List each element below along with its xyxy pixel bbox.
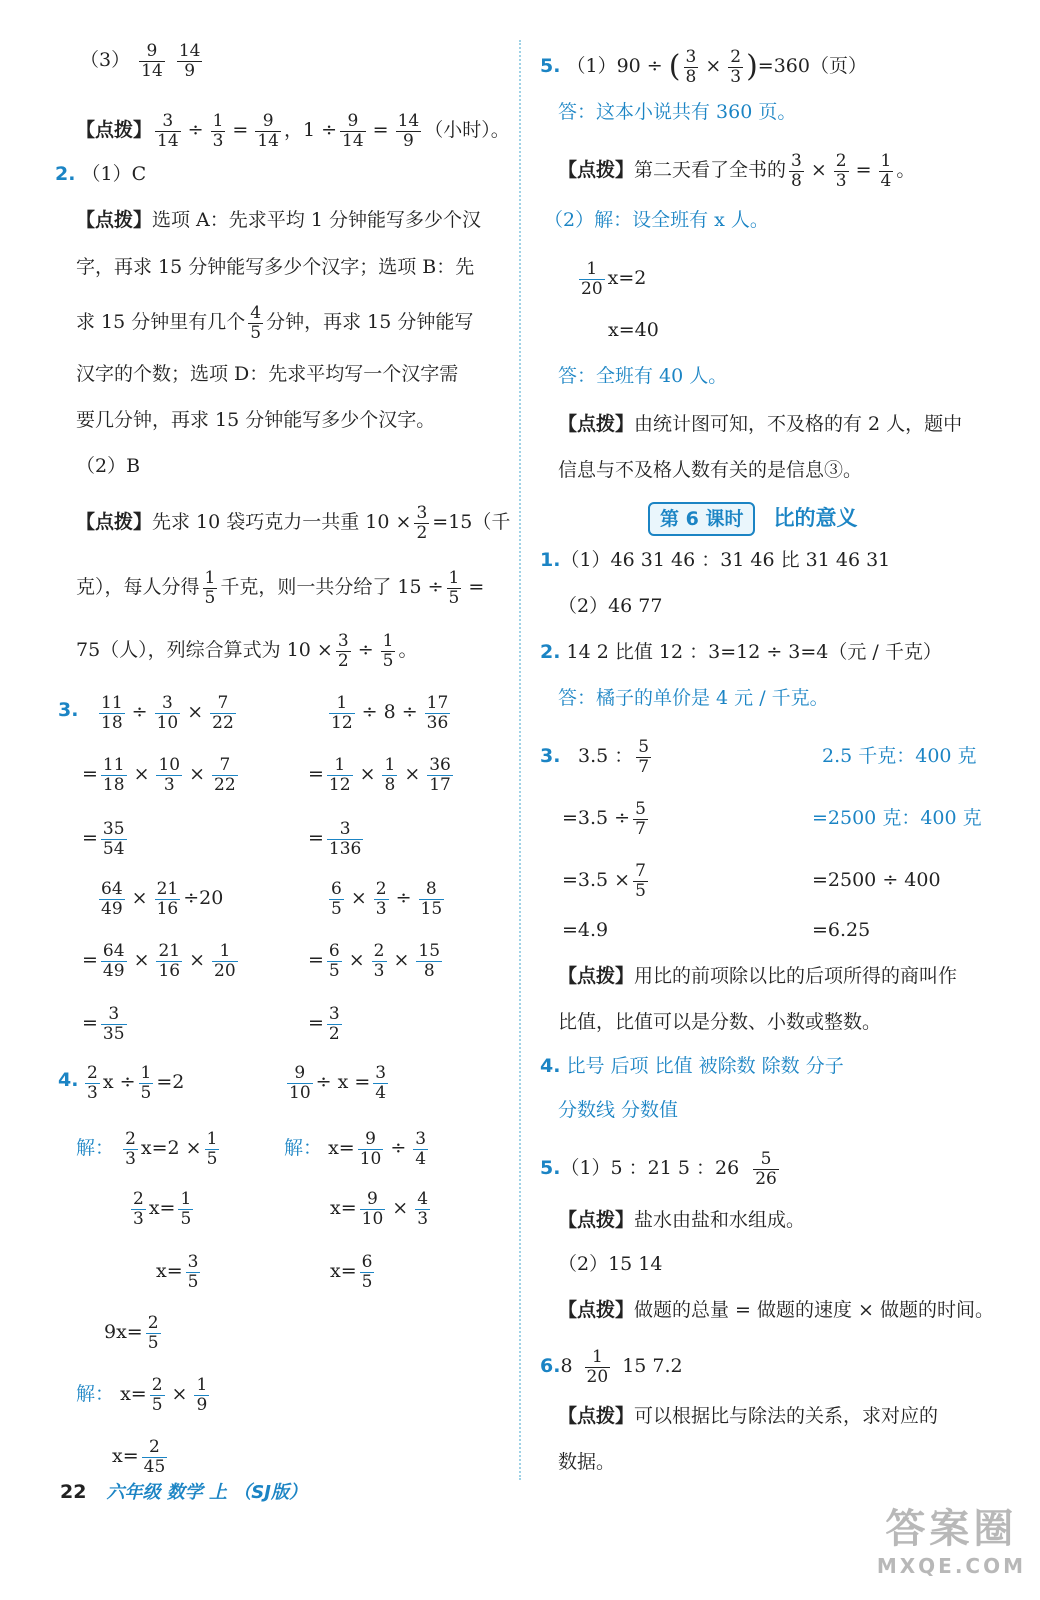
equation-line: 9x= $\frac{2}{5}$ bbox=[104, 1313, 159, 1353]
equation-line: = $\frac{64}{49}$ × $\frac{21}{16}$ × $\frac{1}{20}$ bbox=[82, 941, 236, 981]
hint-line: 【点拨】做题的总量 = 做题的速度 × 做题的时间。 bbox=[558, 1299, 995, 1321]
answer-line: 答：这本小说共有 360 页。 bbox=[558, 101, 797, 123]
equation-line: $\frac{1}{12}$ ÷ 8 ÷ $\frac{17}{36}$ bbox=[331, 693, 449, 733]
equation-line: x= $\frac{9}{10}$ × $\frac{4}{3}$ bbox=[330, 1189, 429, 1229]
equation-line: = $\frac{35}{54}$ bbox=[82, 819, 125, 859]
column-divider bbox=[519, 40, 521, 1480]
text-line: 75（人），列综合算式为 10 × $\frac{3}{2}$ ÷ $\frac{1}{5}$ 。 bbox=[76, 631, 418, 671]
equation-line: =3.5 × $\frac{7}{5}$ bbox=[562, 861, 646, 901]
question-5-part-1: 5. （1）90 ÷ ( $\frac{3}{8}$ × $\frac{2}{3}$ )=360（页） bbox=[540, 47, 867, 87]
text-line: 信息与不及格人数有关的是信息③。 bbox=[558, 459, 863, 481]
equation-line: $\frac{11}{18}$ ÷ $\frac{3}{10}$ × $\frac{7}{22}$ bbox=[101, 693, 234, 733]
hint-line: 【点拨】第二天看了全书的 $\frac{3}{8}$ × $\frac{2}{3}$ = $\frac{1}{4}$ 。 bbox=[558, 151, 916, 191]
answer-line: （3） $\frac{9}{14}$ $\frac{14}{9}$ bbox=[80, 41, 201, 81]
equation-line: $\frac{2}{3}$ x= $\frac{1}{5}$ bbox=[133, 1189, 192, 1229]
equation-line: =3.5 ÷ $\frac{5}{7}$ bbox=[562, 799, 646, 839]
hint-line: 【点拨】由统计图可知，不及格的有 2 人，题中 bbox=[558, 413, 963, 435]
equation-line: $\frac{9}{10}$ ÷ x = $\frac{3}{4}$ bbox=[289, 1063, 387, 1103]
equation-line: = $\frac{3}{136}$ bbox=[308, 819, 362, 859]
equation-line: $\frac{6}{5}$ × $\frac{2}{3}$ ÷ $\frac{8}{15}$ bbox=[331, 879, 443, 919]
equation-line: 解： $\frac{2}{3}$ x=2 × $\frac{1}{5}$ bbox=[76, 1129, 218, 1169]
question-4: 4. 比号 后项 比值 被除数 除数 分子 bbox=[540, 1055, 844, 1077]
hint-line: 【点拨】可以根据比与除法的关系，求对应的 bbox=[558, 1405, 939, 1427]
lesson-title: 比的意义 bbox=[773, 506, 858, 530]
question-4-line-2: 分数线 分数值 bbox=[558, 1099, 679, 1121]
question-1-part-2: （2）46 77 bbox=[558, 595, 663, 617]
text-line: 汉字的个数；选项 D：先求平均写一个汉字需 bbox=[76, 363, 459, 385]
question-3-number: 3. bbox=[58, 699, 79, 721]
question-2-part-1: 2. （1）C bbox=[55, 163, 147, 185]
equation-line: =2500 克：400 克 bbox=[812, 807, 982, 829]
equation-line: = $\frac{3}{2}$ bbox=[308, 1004, 340, 1044]
question-2-part-2: （2）B bbox=[76, 455, 141, 477]
solution-line: （2）解：设全班有 x 人。 bbox=[544, 209, 769, 231]
answer-line: 答：全班有 40 人。 bbox=[558, 365, 728, 387]
fraction: $\frac{9}{14}$ bbox=[141, 41, 163, 81]
text-line: 要几分钟，再求 15 分钟能写多少个汉字。 bbox=[76, 409, 436, 431]
equation-line: $\frac{1}{20}$ x=2 bbox=[581, 259, 647, 299]
page-number: 22 bbox=[60, 1481, 87, 1503]
equation-line: $\frac{64}{49}$ × $\frac{21}{16}$ ÷20 bbox=[101, 879, 224, 919]
equation-line: x= $\frac{2}{45}$ bbox=[112, 1437, 166, 1477]
hint-line: 【点拨】用比的前项除以比的后项所得的商叫作 bbox=[558, 965, 958, 987]
fraction: $\frac{14}{9}$ bbox=[178, 41, 201, 81]
equation-line: x= $\frac{6}{5}$ bbox=[330, 1252, 373, 1292]
question-2: 2. 14 2 比值 12 ：3=12 ÷ 3=4（元 / 千克） bbox=[540, 641, 942, 663]
lesson-badge: 第 6 课时 bbox=[648, 502, 755, 536]
text-line: 字，再求 15 分钟能写多少个汉字；选项 B：先 bbox=[76, 256, 475, 278]
equation-line: = $\frac{11}{18}$ × $\frac{10}{3}$ × $\frac{7}{22}$ bbox=[82, 755, 236, 795]
hint-line: 【点拨】盐水由盐和水组成。 bbox=[558, 1209, 806, 1231]
equation-line: 解： x= $\frac{9}{10}$ ÷ $\frac{3}{4}$ bbox=[284, 1129, 427, 1169]
footer-text: 六年级 数学 上 （SJ版） bbox=[106, 1482, 307, 1503]
page-footer bbox=[60, 1478, 307, 1507]
text-line: 求 15 分钟里有几个 $\frac{4}{5}$ 分钟，再求 15 分钟能写 bbox=[76, 303, 474, 343]
question-3-number: 3. bbox=[540, 745, 561, 767]
equation-line: x= $\frac{3}{5}$ bbox=[156, 1252, 199, 1292]
equation-line: 2.5 千克：400 克 bbox=[822, 745, 977, 767]
question-5: 5.（1）5 ：21 5 ：26 $\frac{5}{26}$ bbox=[540, 1149, 777, 1189]
question-1: 1.（1）46 31 46 ：31 46 比 31 46 31 bbox=[540, 549, 891, 571]
equation-line: = $\frac{1}{12}$ × $\frac{1}{8}$ × $\frac{36}{17}$ bbox=[308, 755, 451, 795]
question-5-part-2: （2）15 14 bbox=[558, 1253, 663, 1275]
equation-line: =4.9 bbox=[562, 919, 609, 941]
equation-line: 3.5 ： $\frac{5}{7}$ bbox=[578, 737, 650, 777]
equation-line: =6.25 bbox=[812, 919, 871, 941]
equation-line: =2500 ÷ 400 bbox=[812, 869, 941, 891]
hint-line: 【点拨】选项 A：先求平均 1 分钟能写多少个汉 bbox=[76, 209, 481, 231]
question-4-number: 4. bbox=[58, 1069, 79, 1091]
watermark-logo: 答案圈 MXQE.COM bbox=[876, 1506, 1026, 1578]
answer-line: 答：橘子的单价是 4 元 / 千克。 bbox=[558, 687, 829, 709]
hint-line: 【点拨】先求 10 袋巧克力一共重 10 × $\frac{3}{2}$ =15（千 bbox=[76, 503, 511, 543]
section-header bbox=[648, 502, 857, 536]
hint-line: 【点拨】 $\frac{3}{14}$ ÷ $\frac{1}{3}$ = $\frac{9}{14}$ ，1 ÷ $\frac{9}{14}$ = $\frac{14}{9}$ （小时）。 bbox=[76, 111, 510, 151]
text-line: 克），每人分得 $\frac{1}{5}$ 千克，则一共分给了 15 ÷ $\frac{1}{5}$ = bbox=[76, 568, 485, 608]
text-line: 数据。 bbox=[558, 1451, 616, 1473]
text-line: 比值，比值可以是分数、小数或整数。 bbox=[558, 1011, 882, 1033]
equation-line: $\frac{2}{3}$ x ÷ $\frac{1}{5}$ =2 bbox=[87, 1063, 185, 1103]
question-6: 6.8 $\frac{1}{20}$ 15 7.2 bbox=[540, 1347, 683, 1387]
equation-line: = $\frac{6}{5}$ × $\frac{2}{3}$ × $\frac{15}{8}$ bbox=[308, 941, 441, 981]
equation-line: x=40 bbox=[608, 319, 659, 341]
equation-line: = $\frac{3}{35}$ bbox=[82, 1004, 125, 1044]
equation-line: 解： x= $\frac{2}{5}$ × $\frac{1}{9}$ bbox=[76, 1375, 208, 1415]
